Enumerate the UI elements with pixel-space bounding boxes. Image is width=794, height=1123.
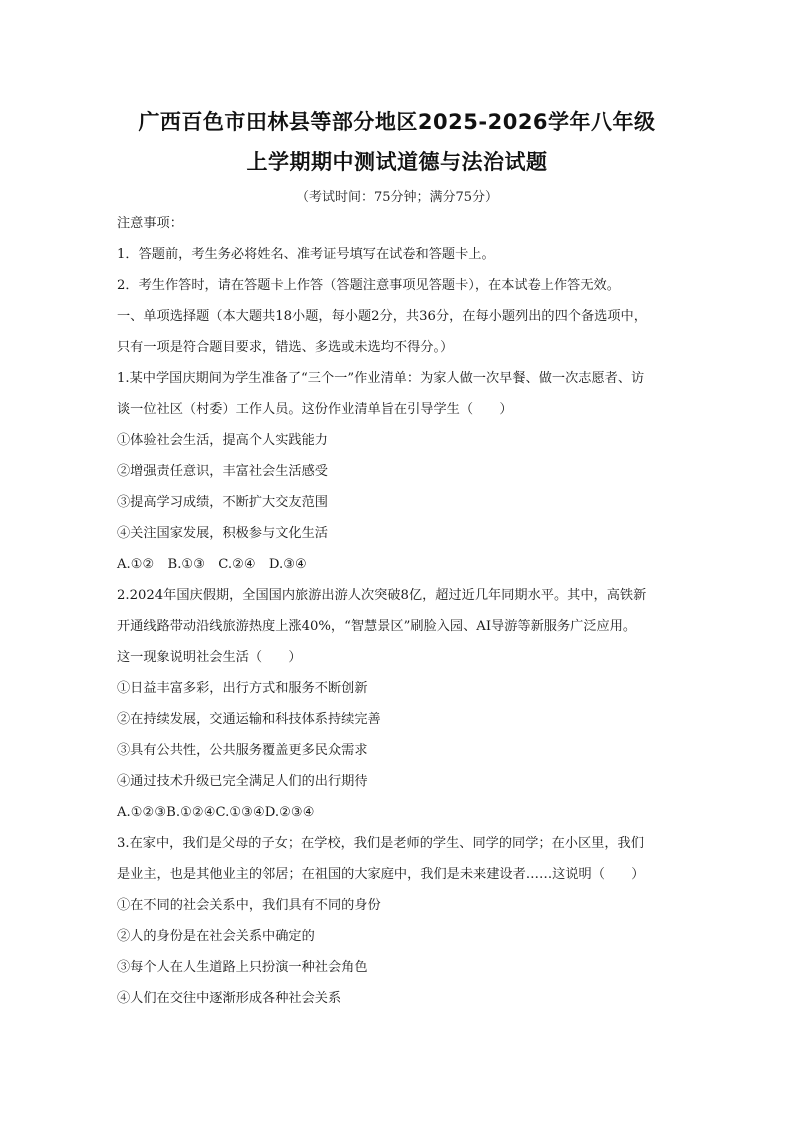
question-3-option-2: ②人的身份是在社会关系中确定的: [117, 929, 315, 944]
question-2-stem-line-2: 开通线路带动沿线旅游热度上涨40%，“智慧景区”刷脸入园、AI导游等新服务广泛应用。: [117, 619, 637, 634]
question-1-option-1: ①体验社会生活，提高个人实践能力: [117, 433, 328, 448]
question-1-stem-line-1: 1.某中学国庆期间为学生准备了“三个一”作业清单：为家人做一次早餐、做一次志愿者、访: [117, 371, 645, 386]
note-item-2: 2．考生作答时，请在答题卡上作答（答题注意事项见答题卡），在本试卷上作答无效。: [117, 278, 620, 293]
question-1-option-3: ③提高学习成绩，不断扩大交友范围: [117, 495, 328, 510]
notes-heading: 注意事项：: [117, 216, 183, 231]
question-3-option-1: ①在不同的社会关系中，我们具有不同的身份: [117, 898, 381, 913]
question-2-option-3: ③具有公共性，公共服务覆盖更多民众需求: [117, 743, 368, 758]
question-2-option-4: ④通过技术升级已完全满足人们的出行期待: [117, 774, 368, 789]
question-1-answer-choices: A.①② B.①③ C.②④ D.③④: [117, 557, 307, 572]
exam-title-line-1: 广西百色市田林县等部分地区2025-2026学年八年级: [138, 110, 656, 134]
section-1-heading-line-2: 只有一项是符合题目要求，错选、多选或未选均不得分。）: [117, 340, 454, 355]
question-1-option-2: ②增强责任意识，丰富社会生活感受: [117, 464, 328, 479]
exam-time-and-score: （考试时间：75分钟；满分75分）: [295, 190, 499, 205]
question-3-option-3: ③每个人在人生道路上只扮演一种社会角色: [117, 960, 368, 975]
exam-body: [117, 214, 683, 1020]
question-2-stem-line-3: 这一现象说明社会生活（ ）: [117, 650, 302, 665]
question-3-stem-line-2: 是业主，也是其他业主的邻居；在祖国的大家庭中，我们是未来建设者……这说明（ ）: [117, 867, 645, 882]
exam-title-line-2: 上学期期中测试道德与法治试题: [246, 150, 548, 174]
note-item-1: 1．答题前，考生务必将姓名、准考证号填写在试卷和答题卡上。: [117, 247, 495, 262]
section-1-heading-line-1: 一、单项选择题（本大题共18小题，每小题2分，共36分，在每小题列出的四个备选项中，: [117, 309, 647, 324]
question-2-stem-line-1: 2.2024年国庆假期，全国国内旅游出游人次突破8亿，超过近几年同期水平。其中，高铁新: [117, 588, 647, 603]
question-2-option-1: ①日益丰富多彩，出行方式和服务不断创新: [117, 681, 368, 696]
question-2-answer-choices: A.①②③B.①②④C.①③④D.②③④: [117, 805, 315, 820]
question-2-option-2: ②在持续发展，交通运输和科技体系持续完善: [117, 712, 381, 727]
question-3-option-4: ④人们在交往中逐渐形成各种社会关系: [117, 991, 342, 1006]
question-3-stem-line-1: 3.在家中，我们是父母的子女；在学校，我们是老师的学生、同学的同学；在小区里，我们: [117, 836, 644, 851]
question-1-stem-line-2: 谈一位社区（村委）工作人员。这份作业清单旨在引导学生（ ）: [117, 402, 513, 417]
question-1-option-4: ④关注国家发展，积极参与文化生活: [117, 526, 328, 541]
